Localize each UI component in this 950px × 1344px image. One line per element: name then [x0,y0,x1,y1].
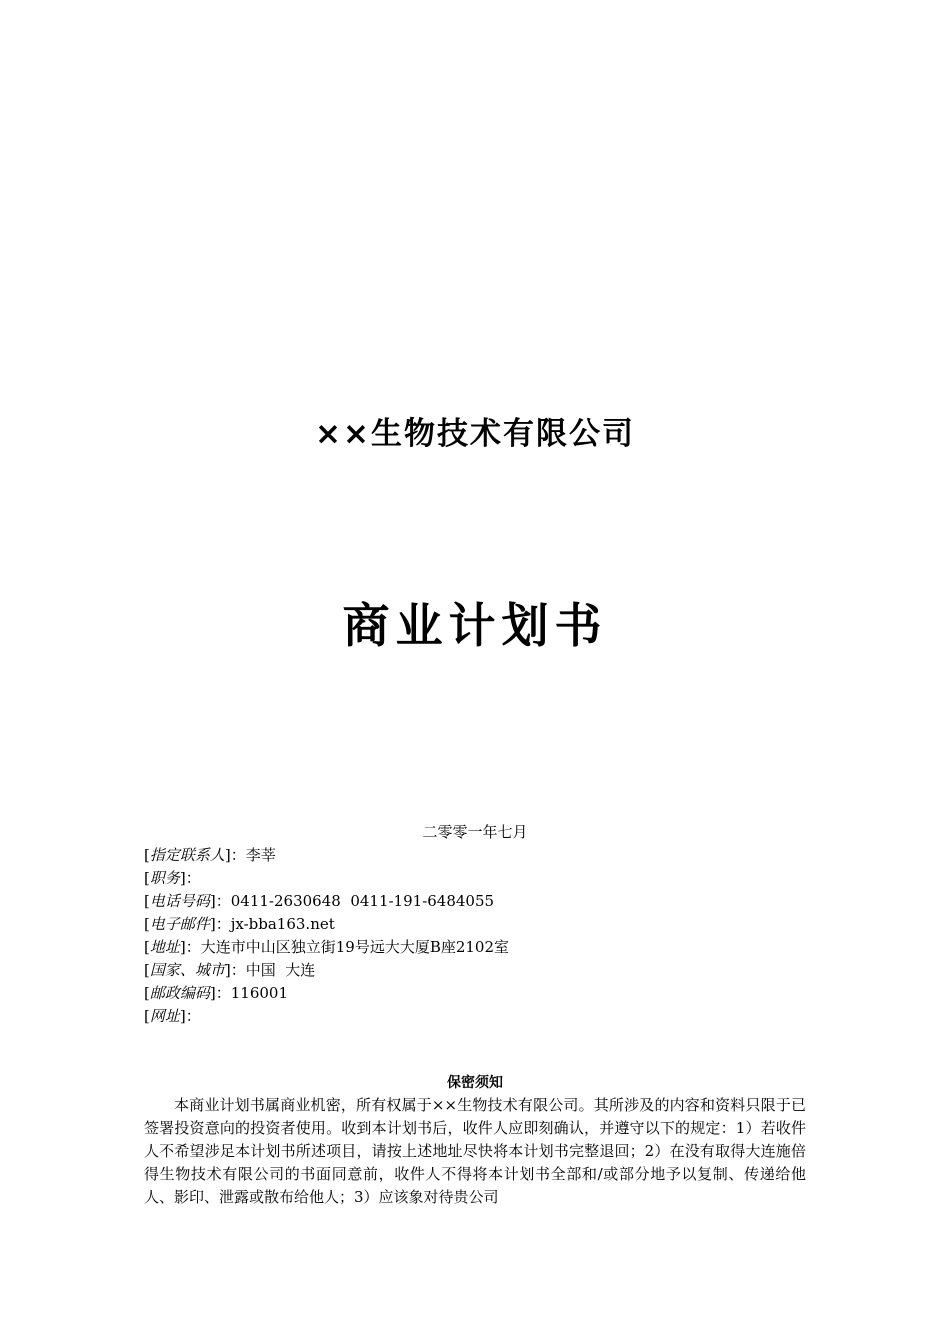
contact-label: 网址 [149,1007,180,1025]
document-title: 商业计划书 [342,599,608,654]
contact-row-website: [网址]： [144,1007,201,1025]
contact-row-email: [电子邮件]：jx-bba163.net [144,915,335,933]
contact-value: 0411-2630648 0411-191-6484055 [230,892,495,910]
confidentiality-body: 本商业计划书属商业机密，所有权属于××生物技术有限公司。其所涉及的内容和资料只限于已签署投资意向的投资者使用。收到本计划书后，收件人应即刻确认，并遵守以下的规定：1）若收件人不希望涉足本计划书所述项目，请按上述地址尽快将本计划书完整退回；2）在没有取得大连施倍得生物技术有限公司的书面同意前，收件人不得将本计划书全部和/或部分地予以复制、传递给他人、影印、泄露或散布给他人；3）应该象对待贵公司 [144,1096,806,1206]
contact-value: 大连市中山区独立街19号远大大厦B座2102室 [200,938,510,956]
contact-value: 116001 [230,984,288,1002]
contact-label: 邮政编码 [149,984,210,1002]
contact-info-list [144,844,509,1028]
contact-label: 指定联系人 [149,846,225,864]
contact-label: 电子邮件 [149,915,210,933]
contact-row-address: [地址]：大连市中山区独立街19号远大大厦B座2102室 [144,938,510,956]
contact-value: 李莘 [245,846,276,864]
contact-value: 中国 大连 [245,961,316,979]
document-date: 二零零一年七月 [422,823,528,841]
contact-row-contact-person: [指定联系人]：李莘 [144,846,276,864]
contact-row-country-city: [国家、城市]：中国 大连 [144,961,316,979]
contact-label: 职务 [149,869,180,887]
confidentiality-heading: 保密须知 [447,1075,503,1091]
company-name: ××生物技术有限公司 [315,416,635,452]
contact-row-postal-code: [邮政编码]：116001 [144,984,288,1002]
contact-row-phone: [电话号码]：0411-2630648 0411-191-6484055 [144,892,495,910]
contact-label: 国家、城市 [149,961,225,979]
contact-value: jx-bba163.net [230,915,335,933]
contact-row-position: [职务]： [144,869,201,887]
contact-label: 电话号码 [149,892,210,910]
contact-label: 地址 [149,938,180,956]
